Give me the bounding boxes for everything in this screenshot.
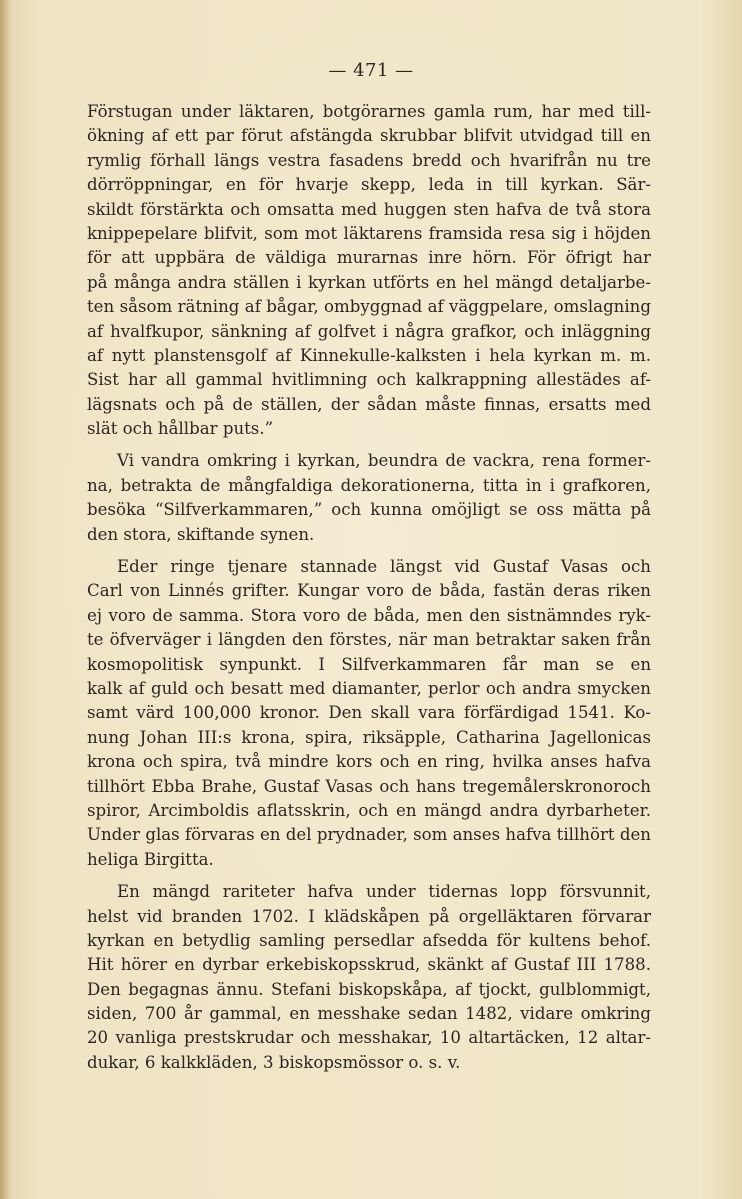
text-line: ej voro de samma. Stora voro de båda, men den sistnämndes ryk- [87, 605, 651, 625]
text-line: ten såsom rätning af bågar, ombyggnad af väggpelare, omslagning [87, 297, 651, 317]
text-line: kalk af guld och besatt med diamanter, perlor och andra smycken [87, 678, 651, 698]
text-line: nung Johan III:s krona, spira, riksäpple, Catharina Jagellonicas [87, 727, 651, 747]
text-line: spiror, Arcimboldis aflatsskrin, och en mängd andra dyrbarheter. [87, 800, 651, 820]
paragraph-gap [87, 547, 651, 555]
paragraph [87, 449, 651, 547]
text-line: ökning af ett par förut afstängda skrubbar blifvit utvidgad till en [87, 126, 651, 146]
body-text [87, 100, 651, 1075]
text-line: Eder ringe tjenare stannade längst vid Gustaf Vasas och [117, 557, 651, 577]
text-line: af nytt planstensgolf af Kinnekulle-kalksten i hela kyrkan m. m. [87, 345, 651, 365]
text-line: Den begagnas ännu. Stefani biskopskåpa, af tjockt, gulblommigt, [87, 979, 651, 999]
text-line: för att uppbära de väldiga murarnas inre hörn. För öfrigt har [87, 248, 651, 268]
text-line: tillhört Ebba Brahe, Gustaf Vasas och hans tregemålerskronoroch [87, 776, 651, 796]
text-line: Carl von Linnés grifter. Kungar voro de båda, fastän deras riken [87, 581, 651, 601]
paragraph-gap [87, 441, 651, 449]
text-line: kosmopolitisk synpunkt. I Silfverkammaren får man se en [87, 654, 651, 674]
text-line: te öfverväger i längden den förstes, när man betraktar saken från [87, 630, 651, 650]
text-line: besöka “Silfverkammaren,” och kunna omöjligt se oss mätta på [87, 500, 651, 520]
text-line: kyrkan en betydlig samling persedlar afsedda för kultens behof. [87, 930, 651, 950]
text-line: slät och hållbar puts.” [87, 419, 274, 439]
text-line: Under glas förvaras en del prydnader, som anses hafva tillhört den [87, 825, 651, 845]
page-number: — 471 — [328, 60, 414, 81]
page-edge-stain [0, 0, 10, 1199]
paragraph [87, 100, 651, 441]
text-line: Sist har all gammal hvitlimning och kalkrappning allestädes af- [87, 370, 651, 390]
paragraph [87, 555, 651, 872]
text-line: rymlig förhall längs vestra fasadens bredd och hvarifrån nu tre [87, 150, 651, 170]
text-line: En mängd rariteter hafva under tidernas lopp försvunnit, [117, 882, 651, 902]
text-line: skildt förstärkta och omsatta med huggen sten hafva de två stora [87, 199, 651, 219]
paragraph [87, 880, 651, 1075]
text-line: på många andra ställen i kyrkan utförts en hel mängd detaljarbe- [87, 272, 651, 292]
text-line: Hit hörer en dyrbar erkebiskopsskrud, skänkt af Gustaf III 1788. [87, 955, 651, 975]
text-line: na, betrakta de mångfaldiga dekorationerna, titta in i grafkoren, [87, 475, 651, 495]
text-line: dörröppningar, en för hvarje skepp, leda in till kyrkan. Sär- [87, 175, 651, 195]
text-line: Förstugan under läktaren, botgörarnes gamla rum, har med till- [87, 102, 651, 121]
text-line: 20 vanliga prestskrudar och messhakar, 10 altartäcken, 12 altar- [87, 1028, 651, 1048]
paragraph-gap [87, 872, 651, 880]
text-line: krona och spira, två mindre kors och en ring, hvilka anses hafva [87, 752, 651, 772]
text-line: siden, 700 år gammal, en messhake sedan 1482, vidare omkring [87, 1004, 651, 1024]
text-line: dukar, 6 kalkkläden, 3 biskopsmössor o. s. v. [87, 1052, 461, 1072]
text-line: lägsnats och på de ställen, der sådan måste finnas, ersatts med [87, 394, 651, 414]
text-line: heliga Birgitta. [87, 849, 214, 869]
text-line: helst vid branden 1702. I klädskåpen på orgelläktaren förvarar [87, 906, 651, 926]
text-line: samt värd 100,000 kronor. Den skall vara förfärdigad 1541. Ko- [87, 703, 651, 723]
text-line: af hvalfkupor, sänkning af golfvet i några grafkor, och inläggning [87, 321, 651, 341]
text-line: knippepelare blifvit, som mot läktarens framsida resa sig i höjden [87, 223, 651, 243]
text-line: Vi vandra omkring i kyrkan, beundra de vackra, rena former- [117, 451, 651, 471]
text-line: den stora, skiftande synen. [87, 524, 315, 544]
